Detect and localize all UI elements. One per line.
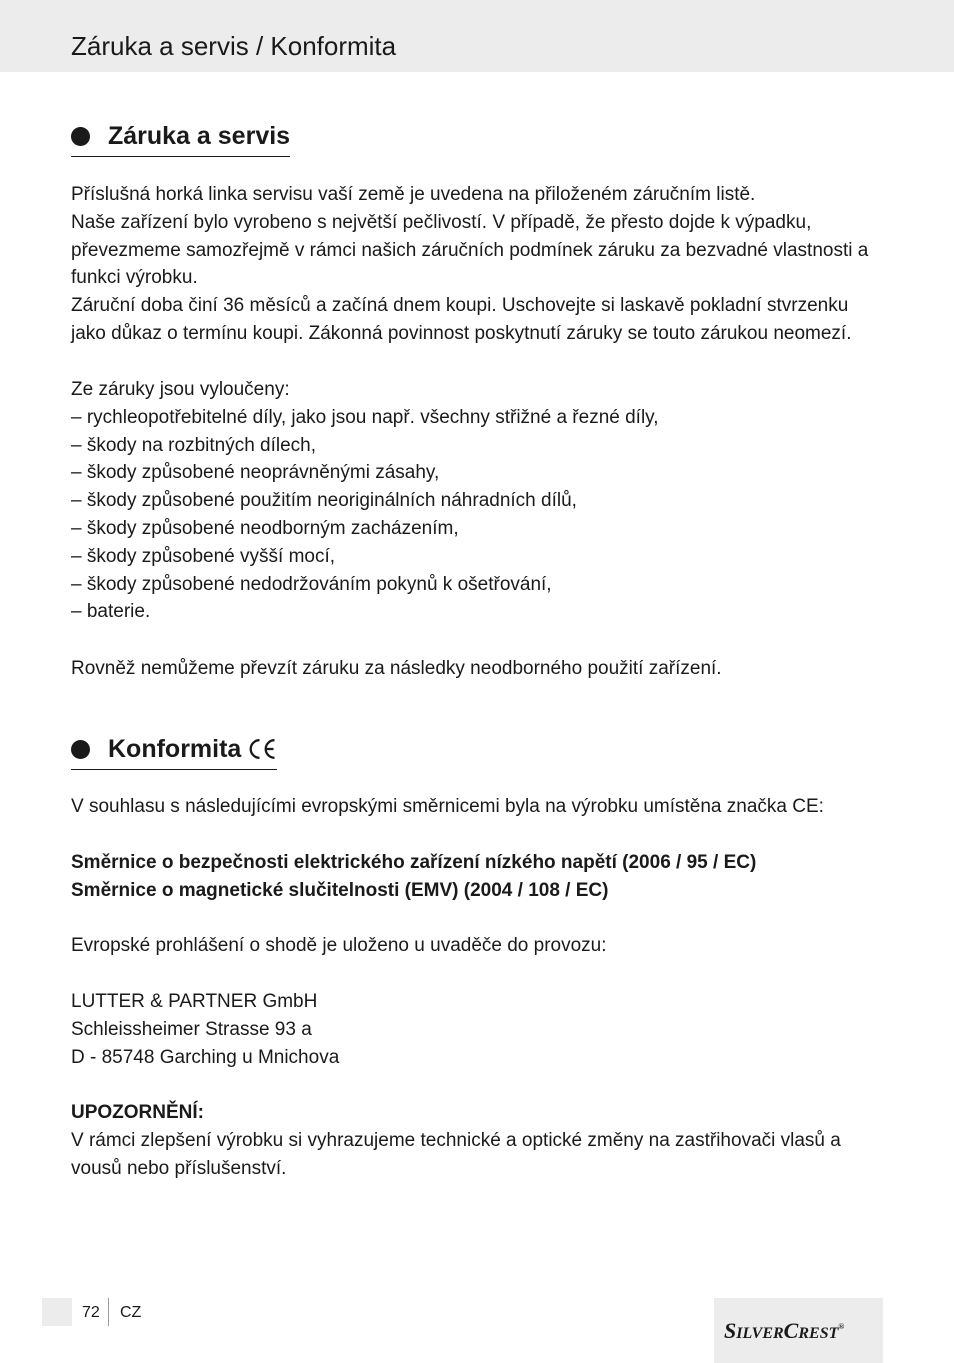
- notice-title: UPOZORNĚNÍ:: [71, 1102, 204, 1123]
- warranty-exclusions: [71, 376, 883, 626]
- address-line: LUTTER & PARTNER GmbH: [71, 991, 318, 1012]
- notice-text: V rámci zlepšení výrobku si vyhrazujeme technické a optické změny na zastřihovači vlasů a vousů nebo příslušenství.: [71, 1129, 841, 1179]
- exclusion-item: – škody způsobené vyšší mocí,: [71, 545, 336, 567]
- exclusion-item: – škody způsobené použitím neoriginálních náhradních dílů,: [71, 490, 577, 512]
- section-heading-warranty: [71, 120, 290, 157]
- notice: [71, 1099, 883, 1182]
- warranty-closing: Rovněž nemůžeme převzít záruku za následky neodborného použití zařízení.: [71, 658, 722, 679]
- exclusion-item: – škody na rozbitných dílech,: [71, 434, 317, 456]
- language-code: CZ: [120, 1304, 142, 1321]
- conformity-declaration: Evropské prohlášení o shodě je uloženo u uvaděče do provozu:: [71, 935, 607, 956]
- address-line: D - 85748 Garching u Mnichova: [71, 1046, 340, 1068]
- exclusion-item: – baterie.: [71, 601, 151, 623]
- bullet-icon: [71, 127, 90, 146]
- paragraph: Příslušná horká linka servisu vaší země je uvedena na přiloženém záručním listě.: [71, 184, 756, 205]
- brand-panel: [714, 1298, 883, 1363]
- page-title: Záruka a servis / Konformita: [71, 31, 397, 61]
- footer-divider: [108, 1298, 109, 1326]
- silvercrest-logo: [724, 1318, 874, 1344]
- directive-low-voltage: Směrnice o bezpečnosti elektrického zařízení nízkého napětí (2006 / 95 / EC): [71, 852, 757, 873]
- manufacturer-address: [71, 988, 883, 1071]
- page-number: 72: [82, 1304, 100, 1321]
- exclusion-item: – škody způsobené neoprávněnými zásahy,: [71, 462, 440, 484]
- warranty-intro: [71, 181, 883, 348]
- section-heading-conformity: [71, 733, 277, 770]
- exclusion-item: – rychleopotřebitelné díly, jako jsou např. všechny střižné a řezné díly,: [71, 406, 659, 428]
- address-line: Schleissheimer Strasse 93 a: [71, 1018, 312, 1040]
- conformity-directives: [71, 849, 883, 905]
- ce-mark-icon: [247, 737, 277, 761]
- exclusions-title: Ze záruky jsou vyloučeny:: [71, 379, 290, 400]
- exclusion-item: – škody způsobené neodborným zacházením,: [71, 517, 459, 539]
- heading-warranty-text: Záruka a servis: [108, 122, 291, 150]
- bullet-icon: [71, 740, 90, 759]
- conformity-intro: V souhlasu s následujícími evropskými směrnicemi byla na výrobku umístěna značka CE:: [71, 796, 824, 817]
- paragraph: Záruční doba činí 36 měsíců a začíná dnem koupi. Uschovejte si laskavě pokladní stvrzenku jako důkaz o termínu koupi. Zákonná povinnost poskytnutí záruky se touto zárukou neomezí.: [71, 295, 852, 344]
- svg-text:SILVERCREST®: SILVERCREST®: [724, 1318, 845, 1343]
- page-marker: [42, 1298, 72, 1326]
- directive-emc: Směrnice o magnetické slučitelnosti (EMV) (2004 / 108 / EC): [71, 879, 609, 901]
- paragraph: Naše zařízení bylo vyrobeno s největší pečlivostí. V případě, že přesto dojde k výpadku, převezmeme samozřejmě v rámci našich záručních podmínek záruku za bezvadné vlastnosti a funkci výrobku.: [71, 211, 869, 289]
- exclusion-item: – škody způsobené nedodržováním pokynů k ošetřování,: [71, 573, 552, 595]
- heading-conformity-text: Konformita: [108, 735, 242, 763]
